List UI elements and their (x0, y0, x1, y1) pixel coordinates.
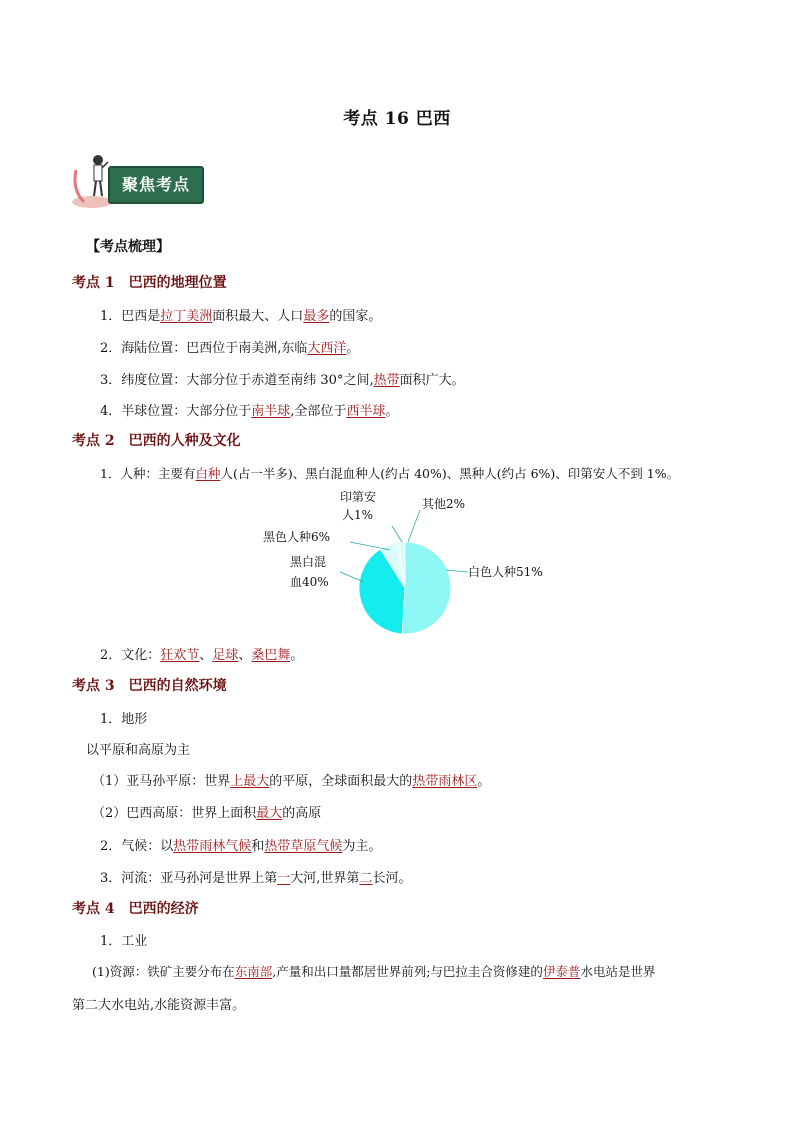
text: 1．人种：主要有 (100, 466, 196, 481)
slice-white (402, 542, 451, 634)
kp4-heading (72, 898, 199, 918)
kp2-heading (72, 430, 241, 450)
text: 、 (199, 648, 213, 663)
answer-underline: 西半球 (346, 404, 386, 419)
answer-underline: 大西洋 (307, 341, 347, 356)
kp3-title: 巴西的自然环境 (128, 678, 227, 694)
label-white: 白色人种51% (468, 565, 543, 579)
leader-black (350, 542, 390, 550)
text: 1．巴西是 (100, 309, 161, 324)
text: 2．气候：以 (100, 839, 174, 854)
answer-underline: 桑巴舞 (251, 648, 291, 663)
badge-box (108, 166, 204, 204)
answer-underline: 一 (277, 871, 291, 886)
text: 为主。 (342, 839, 382, 854)
kp3-heading (72, 675, 227, 695)
answer-underline: 二 (359, 871, 373, 886)
text: ,全部位于 (290, 404, 347, 419)
kp2-line-1 (100, 464, 679, 482)
section-heading: 【考点梳理】 (86, 239, 170, 255)
answer-underline: 最多 (303, 309, 330, 324)
text: 3．纬度位置：大部分位于赤道至南纬 30°之间, (100, 373, 374, 388)
answer-underline: 上最大 (230, 774, 270, 789)
kp4-line-3: 第二大水电站,水能资源丰富。 (72, 998, 246, 1013)
leader-white (446, 570, 468, 572)
kp1-number: 考点 1 (72, 275, 115, 291)
answer-underline: 拉丁美洲 (160, 309, 213, 324)
text: 。 (385, 404, 399, 419)
text: 3．河流：亚马孙河是世界上第 (100, 871, 278, 886)
kp3-line-5 (100, 835, 381, 854)
ethnicity-pie-chart (240, 486, 580, 636)
kp3-line-6 (100, 867, 411, 886)
answer-underline: 白种 (195, 466, 221, 481)
focus-badge (70, 150, 202, 210)
answer-underline: 最大 (256, 806, 283, 821)
kp1-title: 巴西的地理位置 (128, 275, 227, 291)
kp4-title: 巴西的经济 (128, 901, 199, 917)
text: 。 (290, 648, 304, 663)
text: 面积广大。 (399, 373, 465, 388)
label-other: 其他2% (422, 497, 466, 511)
answer-underline: 热带雨林区 (412, 774, 478, 789)
label-black: 黑色人种6% (263, 530, 331, 544)
text: 水电站是世界 (580, 964, 656, 979)
kp4-number: 考点 4 (72, 901, 115, 917)
text: 的平原，全球面积最大的 (269, 774, 413, 789)
label-mixed-1: 黑白混 (290, 555, 327, 569)
kp1-line-3 (100, 369, 465, 388)
kp1-line-1 (100, 305, 381, 324)
text: 大河,世界第 (290, 871, 360, 886)
kp1-line-4 (100, 400, 398, 419)
answer-underline: 狂欢节 (160, 648, 200, 663)
leader-indian (392, 526, 402, 542)
text: 、 (238, 648, 252, 663)
text: 的高原 (282, 806, 322, 821)
label-indian-1: 印第安 (340, 490, 377, 504)
answer-underline: 伊泰普 (542, 964, 581, 979)
text: 2．文化： (100, 648, 161, 663)
kp3-line-3 (92, 770, 490, 789)
kp1-line-2 (100, 337, 359, 356)
answer-underline: 南半球 (251, 404, 291, 419)
text: （1）亚马孙平原：世界 (92, 774, 231, 789)
text: 2．海陆位置：巴西位于南美洲,东临 (100, 341, 308, 356)
text: 和 (251, 839, 265, 854)
page-title: 考点 16 巴西 (343, 109, 451, 129)
text: 面积最大、人口 (212, 309, 304, 324)
kp2-line-2 (100, 644, 303, 663)
text: 人(占一半多)、黑白混血种人(约占 40%)、黑种人(约占 6%)、印第安人不到 1%。 (220, 466, 680, 481)
badge-label: 聚焦考点 (121, 175, 190, 194)
answer-underline: 东南部 (234, 964, 273, 979)
answer-underline: 热带草原气候 (264, 839, 343, 854)
text: 长河。 (372, 871, 412, 886)
answer-underline: 热带雨林气候 (173, 839, 252, 854)
label-mixed-2: 血40% (290, 575, 329, 589)
leader-other (408, 510, 420, 542)
kp3-line-1: 1．地形 (100, 712, 148, 727)
text: (1)资源：铁矿主要分布在 (92, 964, 235, 979)
text: 4．半球位置：大部分位于 (100, 404, 252, 419)
kp3-line-2: 以平原和高原为主 (86, 743, 191, 758)
kp1-heading (72, 272, 227, 292)
answer-underline: 热带 (373, 373, 400, 388)
kp2-number: 考点 2 (72, 433, 115, 449)
kp3-line-4 (92, 802, 321, 821)
label-indian-2: 人1% (342, 508, 374, 522)
text: （2）巴西高原：世界上面积 (92, 806, 257, 821)
text: ,产量和出口量都居世界前列;与巴拉圭合资修建的 (272, 964, 543, 979)
text: 的国家。 (329, 309, 382, 324)
kp2-title: 巴西的人种及文化 (128, 433, 241, 449)
kp4-line-2 (92, 962, 655, 980)
text: 。 (477, 774, 491, 789)
answer-underline: 足球 (212, 648, 239, 663)
text: 。 (346, 341, 360, 356)
kp3-number: 考点 3 (72, 678, 115, 694)
kp4-line-1: 1．工业 (100, 934, 148, 949)
